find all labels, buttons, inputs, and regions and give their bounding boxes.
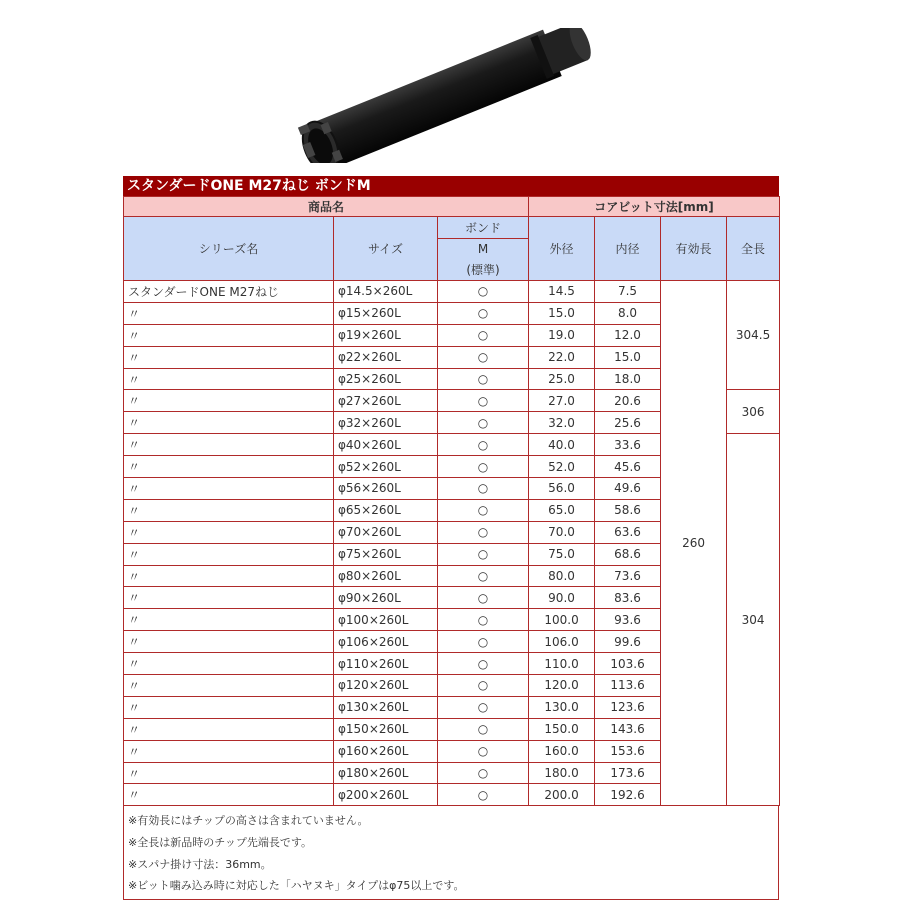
inner-diameter-cell: 8.0 xyxy=(595,302,661,324)
spec-table xyxy=(123,176,779,900)
note: ※スパナ掛け寸法：36mm。 xyxy=(128,857,272,871)
size-cell: φ56×260L xyxy=(334,478,438,500)
size-cell: φ150×260L xyxy=(334,718,438,740)
series-cell: 〃 xyxy=(124,368,334,390)
series-cell: 〃 xyxy=(124,521,334,543)
total-length-cell: 306 xyxy=(727,390,780,434)
inner-diameter-cell: 68.6 xyxy=(595,543,661,565)
inner-diameter-cell: 7.5 xyxy=(595,281,661,303)
header-total: 全長 xyxy=(727,217,780,281)
inner-diameter-cell: 73.6 xyxy=(595,565,661,587)
header-product-name: 商品名 xyxy=(124,197,529,217)
bond-cell: ○ xyxy=(438,434,529,456)
series-cell: 〃 xyxy=(124,499,334,521)
outer-diameter-cell: 100.0 xyxy=(529,609,595,631)
outer-diameter-cell: 130.0 xyxy=(529,696,595,718)
bond-cell: ○ xyxy=(438,521,529,543)
bond-cell: ○ xyxy=(438,784,529,806)
series-cell: 〃 xyxy=(124,696,334,718)
note: ※有効長にはチップの高さは含まれていません。 xyxy=(128,814,369,828)
inner-diameter-cell: 45.6 xyxy=(595,456,661,478)
outer-diameter-cell: 180.0 xyxy=(529,762,595,784)
outer-diameter-cell: 14.5 xyxy=(529,281,595,303)
series-cell: 〃 xyxy=(124,434,334,456)
bond-cell: ○ xyxy=(438,740,529,762)
inner-diameter-cell: 20.6 xyxy=(595,390,661,412)
bond-cell: ○ xyxy=(438,587,529,609)
inner-diameter-cell: 103.6 xyxy=(595,653,661,675)
inner-diameter-cell: 143.6 xyxy=(595,718,661,740)
inner-diameter-cell: 33.6 xyxy=(595,434,661,456)
series-cell: 〃 xyxy=(124,740,334,762)
outer-diameter-cell: 56.0 xyxy=(529,478,595,500)
total-length-cell: 304.5 xyxy=(727,281,780,390)
inner-diameter-cell: 12.0 xyxy=(595,324,661,346)
outer-diameter-cell: 200.0 xyxy=(529,784,595,806)
effective-length-cell: 260 xyxy=(661,281,727,806)
bond-cell: ○ xyxy=(438,609,529,631)
series-cell: 〃 xyxy=(124,456,334,478)
outer-diameter-cell: 19.0 xyxy=(529,324,595,346)
inner-diameter-cell: 173.6 xyxy=(595,762,661,784)
header-effective: 有効長 xyxy=(661,217,727,281)
bond-cell: ○ xyxy=(438,499,529,521)
core-bit-image xyxy=(270,28,610,163)
size-cell: φ110×260L xyxy=(334,653,438,675)
outer-diameter-cell: 110.0 xyxy=(529,653,595,675)
series-cell: 〃 xyxy=(124,478,334,500)
header-bond-std: (標準) xyxy=(438,259,529,281)
bond-cell: ○ xyxy=(438,543,529,565)
size-cell: φ32×260L xyxy=(334,412,438,434)
outer-diameter-cell: 75.0 xyxy=(529,543,595,565)
outer-diameter-cell: 52.0 xyxy=(529,456,595,478)
outer-diameter-cell: 32.0 xyxy=(529,412,595,434)
size-cell: φ27×260L xyxy=(334,390,438,412)
series-cell: 〃 xyxy=(124,762,334,784)
header-size: サイズ xyxy=(334,217,438,281)
total-length-cell: 304 xyxy=(727,434,780,806)
series-cell: 〃 xyxy=(124,412,334,434)
bond-cell: ○ xyxy=(438,631,529,653)
series-cell: 〃 xyxy=(124,675,334,697)
series-cell: 〃 xyxy=(124,302,334,324)
series-cell: 〃 xyxy=(124,653,334,675)
bond-cell: ○ xyxy=(438,281,529,303)
series-cell: 〃 xyxy=(124,543,334,565)
size-cell: φ100×260L xyxy=(334,609,438,631)
bond-cell: ○ xyxy=(438,368,529,390)
inner-diameter-cell: 63.6 xyxy=(595,521,661,543)
outer-diameter-cell: 90.0 xyxy=(529,587,595,609)
series-cell: 〃 xyxy=(124,390,334,412)
size-cell: φ160×260L xyxy=(334,740,438,762)
inner-diameter-cell: 123.6 xyxy=(595,696,661,718)
inner-diameter-cell: 25.6 xyxy=(595,412,661,434)
bond-cell: ○ xyxy=(438,478,529,500)
series-cell: 〃 xyxy=(124,631,334,653)
bond-cell: ○ xyxy=(438,762,529,784)
bond-cell: ○ xyxy=(438,390,529,412)
header-dimensions: コアビット寸法[mm] xyxy=(529,197,780,217)
size-cell: φ15×260L xyxy=(334,302,438,324)
size-cell: φ70×260L xyxy=(334,521,438,543)
series-cell: 〃 xyxy=(124,565,334,587)
inner-diameter-cell: 83.6 xyxy=(595,587,661,609)
size-cell: φ52×260L xyxy=(334,456,438,478)
header-bond-m: M xyxy=(438,239,529,259)
outer-diameter-cell: 65.0 xyxy=(529,499,595,521)
series-cell: 〃 xyxy=(124,609,334,631)
size-cell: φ19×260L xyxy=(334,324,438,346)
note: ※ビット噛み込み時に対応した「ハヤヌキ」タイプはφ75以上です。 xyxy=(128,879,465,893)
inner-diameter-cell: 49.6 xyxy=(595,478,661,500)
outer-diameter-cell: 106.0 xyxy=(529,631,595,653)
table-title: スタンダードONE M27ねじ ボンドM xyxy=(123,176,779,196)
inner-diameter-cell: 18.0 xyxy=(595,368,661,390)
bond-cell: ○ xyxy=(438,565,529,587)
series-cell: 〃 xyxy=(124,324,334,346)
size-cell: φ25×260L xyxy=(334,368,438,390)
size-cell: φ22×260L xyxy=(334,346,438,368)
outer-diameter-cell: 15.0 xyxy=(529,302,595,324)
header-outer: 外径 xyxy=(529,217,595,281)
bond-cell: ○ xyxy=(438,675,529,697)
bond-cell: ○ xyxy=(438,324,529,346)
outer-diameter-cell: 25.0 xyxy=(529,368,595,390)
bond-cell: ○ xyxy=(438,456,529,478)
outer-diameter-cell: 40.0 xyxy=(529,434,595,456)
outer-diameter-cell: 22.0 xyxy=(529,346,595,368)
bond-cell: ○ xyxy=(438,346,529,368)
size-cell: φ106×260L xyxy=(334,631,438,653)
size-cell: φ80×260L xyxy=(334,565,438,587)
inner-diameter-cell: 58.6 xyxy=(595,499,661,521)
outer-diameter-cell: 70.0 xyxy=(529,521,595,543)
size-cell: φ200×260L xyxy=(334,784,438,806)
outer-diameter-cell: 27.0 xyxy=(529,390,595,412)
inner-diameter-cell: 15.0 xyxy=(595,346,661,368)
inner-diameter-cell: 113.6 xyxy=(595,675,661,697)
bond-cell: ○ xyxy=(438,718,529,740)
outer-diameter-cell: 120.0 xyxy=(529,675,595,697)
size-cell: φ65×260L xyxy=(334,499,438,521)
inner-diameter-cell: 99.6 xyxy=(595,631,661,653)
series-cell: 〃 xyxy=(124,718,334,740)
bond-cell: ○ xyxy=(438,302,529,324)
size-cell: φ90×260L xyxy=(334,587,438,609)
series-cell: 〃 xyxy=(124,346,334,368)
series-cell: 〃 xyxy=(124,587,334,609)
header-series: シリーズ名 xyxy=(124,217,334,281)
note: ※全長は新品時のチップ先端長です。 xyxy=(128,835,313,849)
size-cell: φ75×260L xyxy=(334,543,438,565)
outer-diameter-cell: 150.0 xyxy=(529,718,595,740)
bond-cell: ○ xyxy=(438,653,529,675)
bond-cell: ○ xyxy=(438,412,529,434)
inner-diameter-cell: 153.6 xyxy=(595,740,661,762)
size-cell: φ40×260L xyxy=(334,434,438,456)
size-cell: φ120×260L xyxy=(334,675,438,697)
bond-cell: ○ xyxy=(438,696,529,718)
header-inner: 内径 xyxy=(595,217,661,281)
outer-diameter-cell: 160.0 xyxy=(529,740,595,762)
size-cell: φ130×260L xyxy=(334,696,438,718)
table-row xyxy=(124,281,780,303)
notes xyxy=(123,806,779,899)
size-cell: φ180×260L xyxy=(334,762,438,784)
outer-diameter-cell: 80.0 xyxy=(529,565,595,587)
header-bond: ボンド xyxy=(438,217,529,239)
inner-diameter-cell: 93.6 xyxy=(595,609,661,631)
inner-diameter-cell: 192.6 xyxy=(595,784,661,806)
series-cell: スタンダードONE M27ねじ xyxy=(124,281,334,303)
size-cell: φ14.5×260L xyxy=(334,281,438,303)
series-cell: 〃 xyxy=(124,784,334,806)
